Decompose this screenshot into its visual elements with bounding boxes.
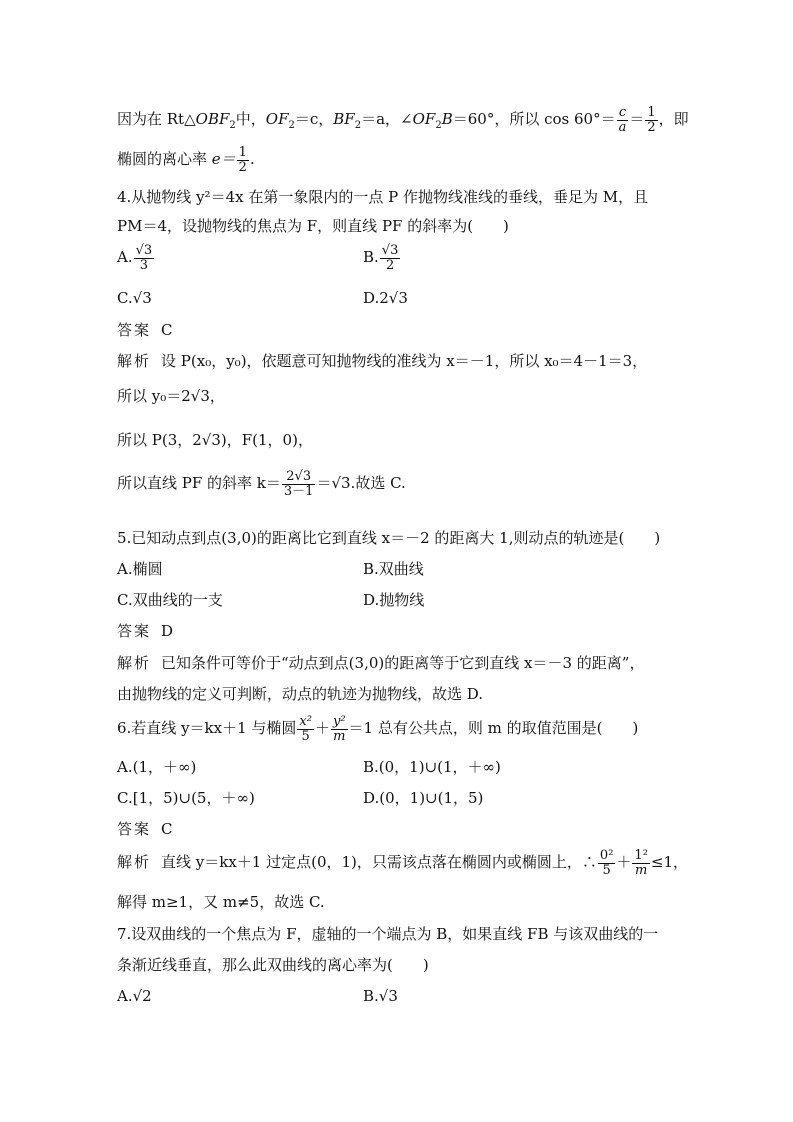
analysis: 解析 设 P(x₀，y₀)，依题意可知抛物线的准线为 x＝－1，所以 x₀＝4－1＝3， — [117, 352, 648, 370]
option-a: A. $\frac{√3}{3}$ — [117, 243, 153, 273]
fraction: $\frac{1}{2}$ — [647, 105, 656, 135]
fraction: $\frac{1}{2}$ — [238, 145, 247, 175]
question-7-line2: 条渐近线垂直，那么此双曲线的离心率为( ) — [117, 956, 429, 974]
option-d: D.(0，1)∪(1，5) — [363, 789, 484, 807]
text-line: 因为在 $Rt\triangle OBF_2$中，$OF_2=c$，$BF_2=a$，$\angle OF_2B=60^\circ$，所以 cos 60°＝ $\frac{c}{a}$ ＝ $\frac{1}{2}$ ，即 — [117, 105, 689, 135]
fraction: $\frac{√3}{2}$ — [381, 243, 399, 273]
analysis-line: 解得 m≥1，又 m≠5，故选 C. — [117, 893, 325, 911]
analysis-line: 所以 P(3，2√3)，F(1，0)， — [117, 431, 313, 449]
option-b: B. $\frac{√3}{2}$ — [363, 243, 399, 273]
answer: 答案 C — [117, 321, 173, 339]
question-5: 5.已知动点到点(3,0)的距离比它到直线 x＝－2 的距离大 1,则动点的轨迹是( ) — [117, 529, 661, 547]
option-a: A.√2 — [117, 987, 152, 1005]
fraction: $\frac{c}{a}$ — [618, 105, 627, 135]
option-c: C.[1，5)∪(5，＋∞) — [117, 789, 255, 807]
question-7: 7.设双曲线的一个焦点为 F，虚轴的一个端点为 B，如果直线 FB 与该双曲线的一 — [117, 925, 659, 943]
option-d: D.2√3 — [363, 289, 408, 307]
question-4-line2: PM＝4，设抛物线的焦点为 F，则直线 PF 的斜率为( ) — [117, 217, 509, 235]
option-b: B.双曲线 — [363, 560, 424, 578]
analysis-line: 由抛物线的定义可判断，动点的轨迹为抛物线，故选 D. — [117, 685, 484, 703]
question-4: 4.从抛物线 y²＝4x 在第一象限内的一点 P 作抛物线准线的垂线，垂足为 M，且 — [117, 188, 649, 206]
option-c: C.√3 — [117, 289, 152, 307]
option-c: C.双曲线的一支 — [117, 591, 223, 609]
answer: 答案 D — [117, 622, 174, 640]
analysis: 解析 直线 y＝kx＋1 过定点(0，1)，只需该点落在椭圆内或椭圆上，∴ $\frac{\text{0²}}{5}$ ＋ $\frac{\text{1²}}{m}$ ≤1， — [117, 848, 689, 878]
analysis: 解析 已知条件可等价于“动点到点(3,0)的距离等于它到直线 x＝－3 的距离”， — [117, 654, 645, 672]
fraction: $\frac{\text{1²}}{m}$ — [634, 848, 648, 878]
analysis-line: 所以直线 PF 的斜率 k＝ $\frac{2√3}{3-1}$ ＝√3.故选 C. — [117, 469, 406, 499]
analysis-line: 所以 y₀＝2√3， — [117, 387, 225, 405]
option-a: A.(1，＋∞) — [117, 758, 197, 776]
option-a: A.椭圆 — [117, 560, 163, 578]
question-6: 6.若直线 y＝kx＋1 与椭圆 $\frac{\text{x²}}{5}$ ＋ $\frac{\text{y²}}{m}$ ＝1 总有公共点，则 m 的取值范围是( ) — [117, 714, 639, 744]
fraction: $\frac{\text{0²}}{5}$ — [599, 848, 614, 878]
option-d: D.抛物线 — [363, 591, 425, 609]
fraction: $\frac{\text{y²}}{m}$ — [332, 714, 346, 744]
option-b: B.√3 — [363, 987, 398, 1005]
answer: 答案 C — [117, 820, 173, 838]
option-b: B.(0，1)∪(1，＋∞) — [363, 758, 501, 776]
fraction: $\frac{\text{x²}}{5}$ — [299, 714, 312, 744]
fraction: $\frac{√3}{3}$ — [135, 243, 153, 273]
fraction: $\frac{2√3}{3-1}$ — [283, 469, 314, 499]
text-line: 椭圆的离心率 e＝ $\frac{1}{2}$ . — [117, 145, 255, 175]
